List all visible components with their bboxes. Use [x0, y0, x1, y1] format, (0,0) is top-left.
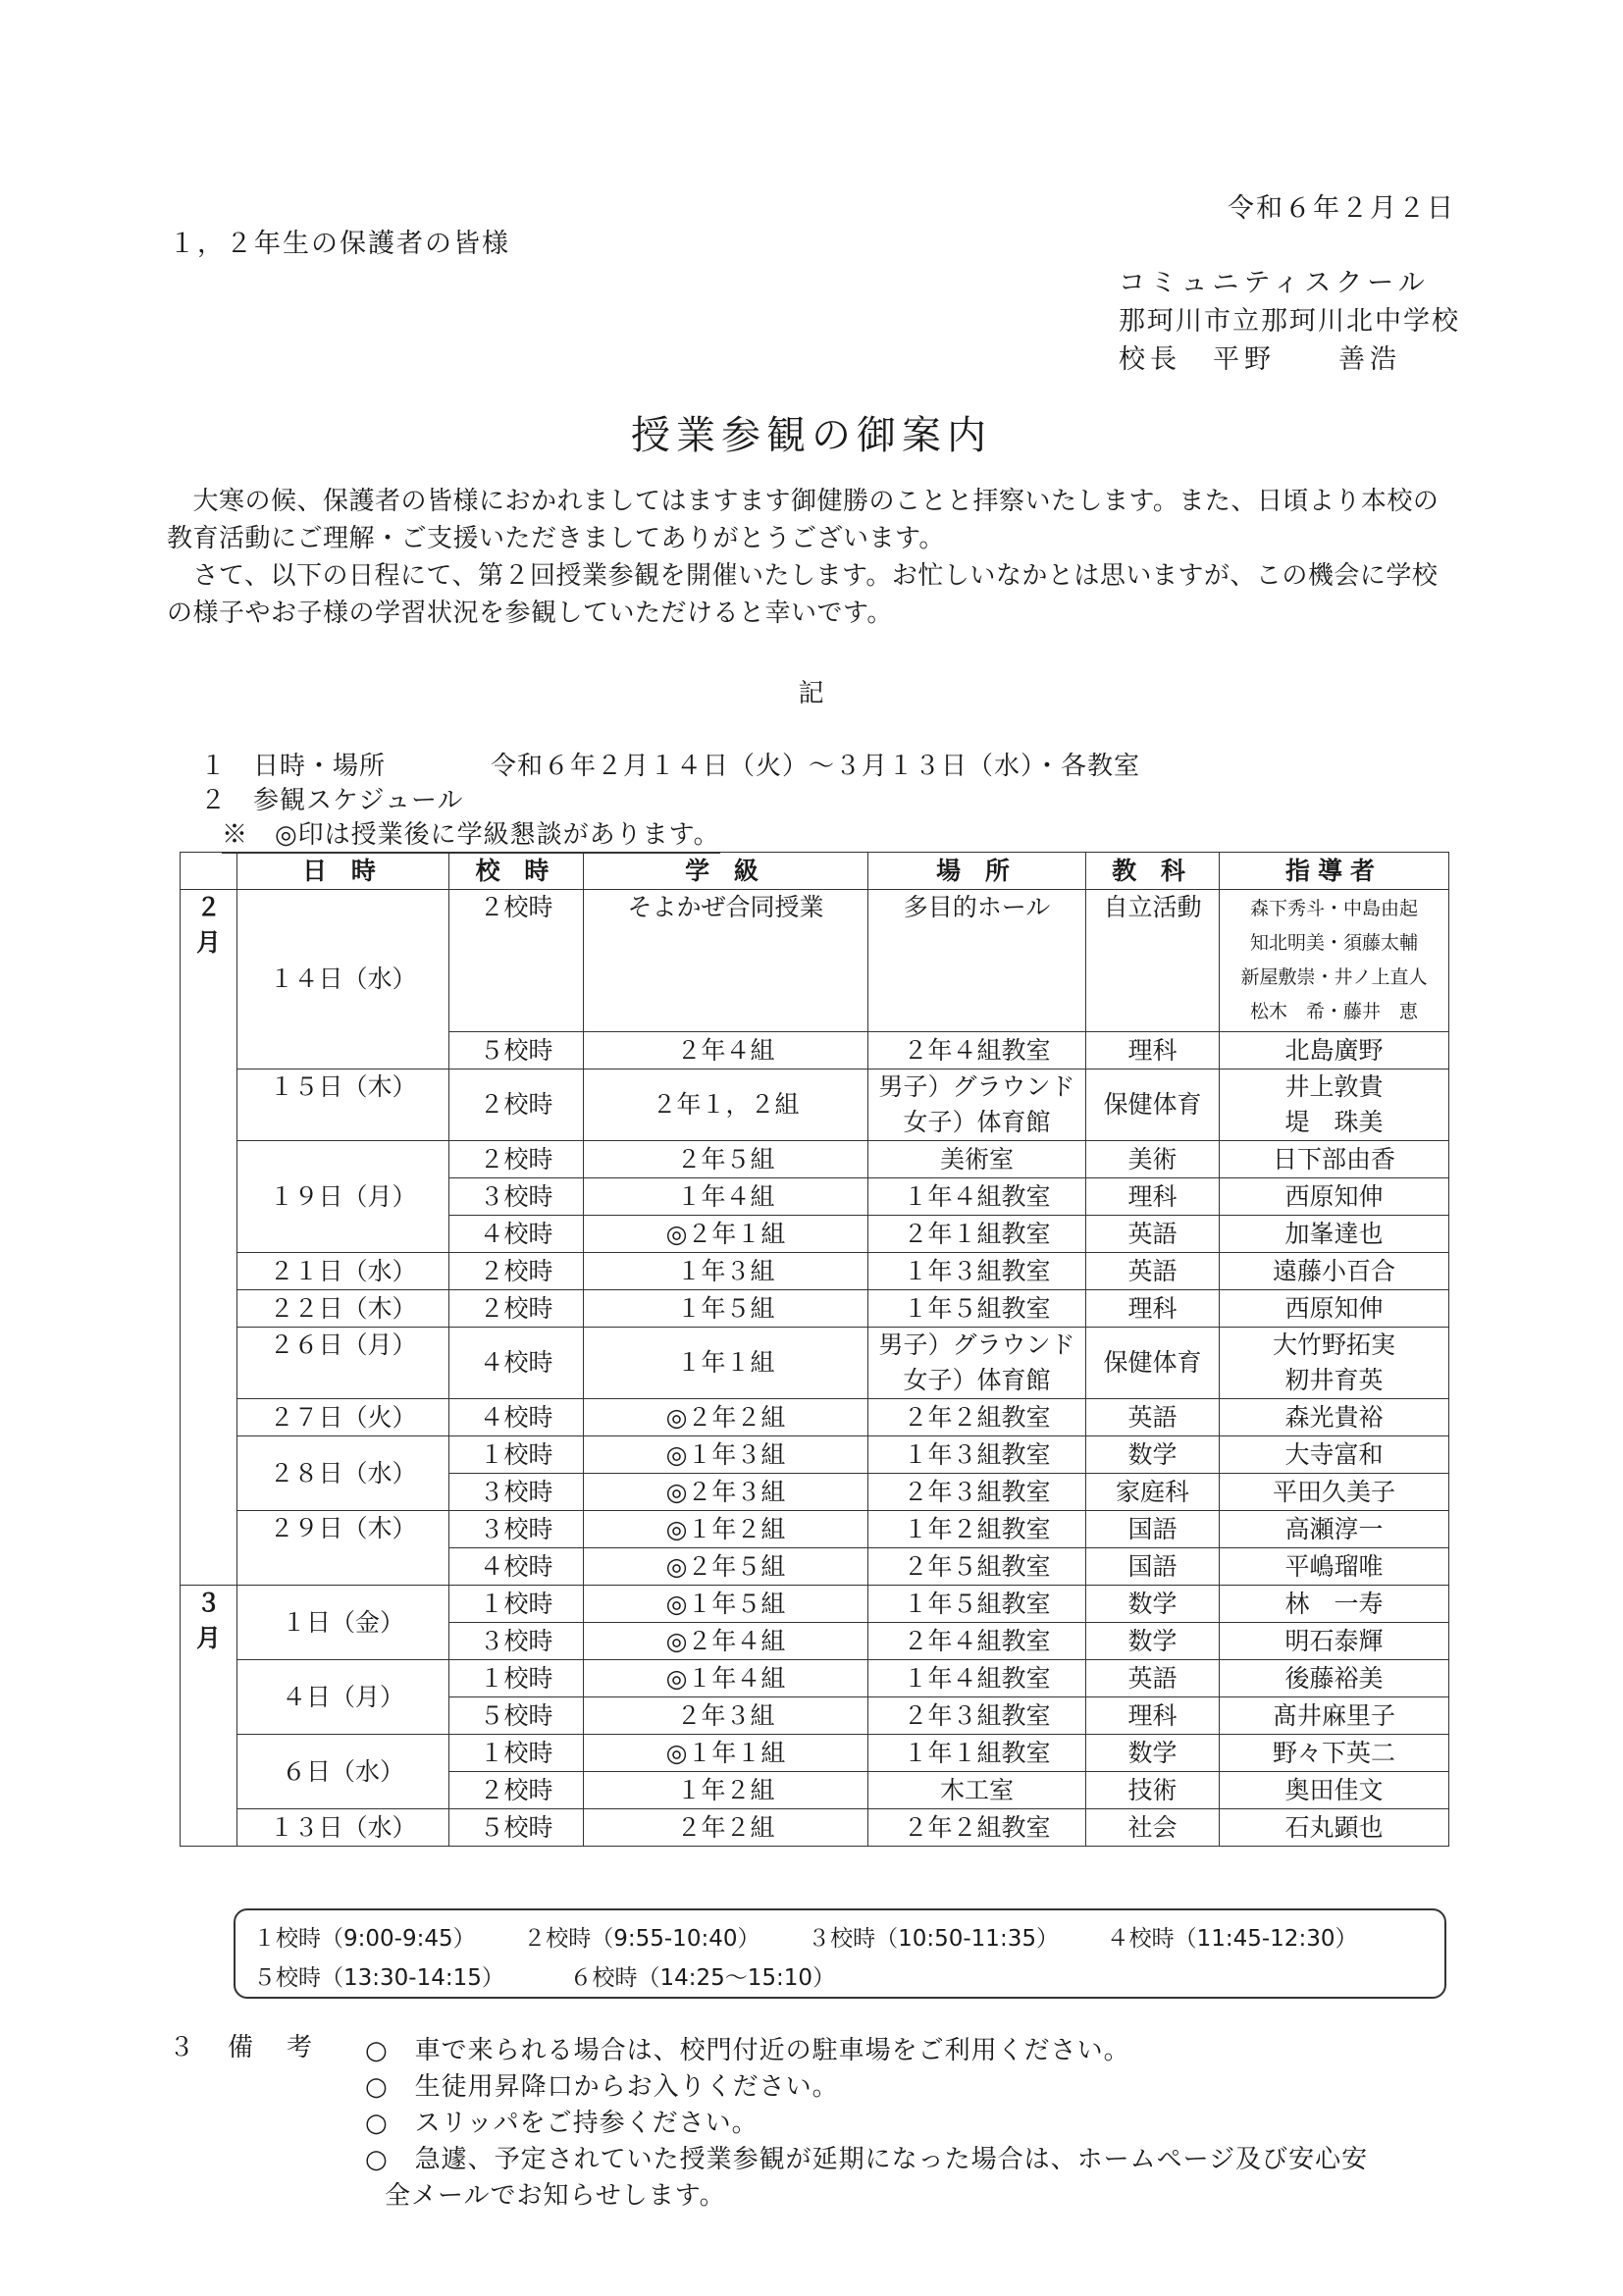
place-cell: ２年５組教室 [868, 1548, 1086, 1586]
period-time: ５校時（13:30-14:15） [253, 1965, 504, 1991]
class-cell: ◎１年２組 [584, 1511, 868, 1548]
date-cell: ２９日（木） [237, 1511, 449, 1586]
subject-cell: 英語 [1086, 1660, 1220, 1697]
item2-label: ２ 参観スケジュール [200, 786, 464, 815]
period-cell: ５校時 [449, 1809, 584, 1847]
month-suffix: 月 [195, 1624, 221, 1652]
place-cell: ２年２組教室 [868, 1399, 1086, 1436]
class-cell: ２年２組 [584, 1809, 868, 1847]
period-time: １校時（9:00-9:45） [253, 1926, 476, 1952]
teacher-name: 森下秀斗・中島由起 [1249, 898, 1418, 919]
place-cell: ２年４組教室 [868, 1032, 1086, 1070]
month-cell-mar [181, 1586, 237, 1847]
subject-cell: 数学 [1086, 1623, 1220, 1660]
period-time: ６校時（14:25～15:10） [569, 1965, 836, 1991]
date-cell: ４日（月） [237, 1660, 449, 1735]
table-row [181, 890, 1449, 1032]
class-cell: ◎２年２組 [584, 1399, 868, 1436]
month-cell-feb [181, 890, 237, 1586]
header-subject: 教 科 [1086, 853, 1220, 890]
header-date: 日 時 [237, 853, 449, 890]
period-cell: １校時 [449, 1660, 584, 1697]
place-cell: 木工室 [868, 1772, 1086, 1809]
class-cell: ◎１年３組 [584, 1436, 868, 1474]
table-row [181, 1735, 1449, 1772]
month-digit: ３ [195, 1589, 221, 1617]
date-cell: ２２日（木） [237, 1290, 449, 1328]
teacher-cell: 髙井麻里子 [1220, 1697, 1449, 1735]
period-cell: ３校時 [449, 1623, 584, 1660]
table-row [181, 1070, 1449, 1141]
intro-paragraph: さて、以下の日程にて、第２回授業参観を開催いたします。お忙しいなかとは思いますが、この機会に学校の様子やお子様の学習状況を参観していただけると幸いです。 [167, 561, 1439, 628]
table-row [181, 1586, 1449, 1623]
teacher-name: 井上敦貴 [1284, 1072, 1384, 1101]
place-cell: １年３組教室 [868, 1436, 1086, 1474]
document-date: 令和６年２月２日 [1228, 193, 1455, 224]
period-cell: ３校時 [449, 1178, 584, 1216]
period-cell: １校時 [449, 1735, 584, 1772]
teacher-cell: 林 一寿 [1220, 1586, 1449, 1623]
place-cell: ２年２組教室 [868, 1809, 1086, 1847]
table-row [181, 1253, 1449, 1290]
class-cell: ◎２年１組 [584, 1216, 868, 1253]
period-cell: ５校時 [449, 1032, 584, 1070]
date-cell: １５日（木） [237, 1070, 449, 1141]
subject-cell: 美術 [1086, 1141, 1220, 1178]
date-cell: ２６日（月） [237, 1328, 449, 1399]
month-digit: ２ [195, 893, 221, 921]
period-cell: ２校時 [449, 1253, 584, 1290]
table-header-row [181, 853, 1449, 890]
subject-cell: 数学 [1086, 1436, 1220, 1474]
greeting-paragraph: 大寒の候、保護者の皆様におかれましてはますます御健勝のことと拝察いたします。また、日頃より本校の教育活動にご理解・ご支援いただきましてありがとうございます。 [167, 487, 1440, 553]
subject-cell: 理科 [1086, 1697, 1220, 1735]
teacher-cell: 野々下英二 [1220, 1735, 1449, 1772]
teacher-name: 堤 珠美 [1284, 1108, 1384, 1136]
subject-cell: 技術 [1086, 1772, 1220, 1809]
remarks-label: ３ 備 考 [169, 2033, 317, 2062]
place-cell: 美術室 [868, 1141, 1086, 1178]
date-cell: ６日（水） [237, 1735, 449, 1809]
date-cell: ２８日（水） [237, 1436, 449, 1511]
place-line: 女子）体育館 [903, 1366, 1051, 1394]
class-cell: １年３組 [584, 1253, 868, 1290]
teacher-cell: 石丸顕也 [1220, 1809, 1449, 1847]
ki-heading: 記 [798, 679, 825, 708]
class-cell: そよかぜ合同授業 [584, 890, 868, 1032]
period-cell: １校時 [449, 1586, 584, 1623]
class-cell: ◎２年３組 [584, 1474, 868, 1511]
recipient: １，２年生の保護者の皆様 [169, 229, 510, 259]
place-line: 男子）グラウンド [878, 1331, 1075, 1359]
class-cell: ◎１年４組 [584, 1660, 868, 1697]
subject-cell: 理科 [1086, 1178, 1220, 1216]
teacher-cell [1220, 890, 1449, 1032]
place-cell: １年５組教室 [868, 1290, 1086, 1328]
place-cell: １年５組教室 [868, 1586, 1086, 1623]
subject-cell: 社会 [1086, 1809, 1220, 1847]
period-time: ４校時（11:45-12:30） [1106, 1926, 1358, 1952]
teacher-cell: 遠藤小百合 [1220, 1253, 1449, 1290]
subject-cell: 英語 [1086, 1216, 1220, 1253]
subject-cell: 英語 [1086, 1399, 1220, 1436]
remark-item: ○ 生徒用昇降口からお入りください。 [365, 2072, 839, 2102]
sender-school-name: 那珂川市立那珂川北中学校 [1119, 306, 1460, 337]
place-line: 女子）体育館 [903, 1108, 1051, 1136]
teacher-cell: 北島廣野 [1220, 1032, 1449, 1070]
teacher-cell: 大寺富和 [1220, 1436, 1449, 1474]
place-cell: ２年１組教室 [868, 1216, 1086, 1253]
item1-label: １ 日時・場所 [200, 752, 387, 781]
period-times-row-2 [253, 1959, 835, 1992]
place-cell: １年４組教室 [868, 1178, 1086, 1216]
subject-cell: 国語 [1086, 1511, 1220, 1548]
teacher-name: 籾井育英 [1284, 1366, 1384, 1394]
teacher-cell: 平嶋瑠唯 [1220, 1548, 1449, 1586]
subject-cell: 国語 [1086, 1548, 1220, 1586]
teacher-name: 知北明美・須藤太輔 [1249, 932, 1418, 954]
class-cell: ◎２年４組 [584, 1623, 868, 1660]
schedule-table [180, 852, 1449, 1847]
teacher-cell: 加峯達也 [1220, 1216, 1449, 1253]
header-period: 校 時 [449, 853, 584, 890]
class-cell: ２年３組 [584, 1697, 868, 1735]
period-cell: ３校時 [449, 1474, 584, 1511]
date-cell: １日（金） [237, 1586, 449, 1660]
header-place: 場 所 [868, 853, 1086, 890]
class-cell: ２年５組 [584, 1141, 868, 1178]
place-cell [868, 1070, 1086, 1141]
class-cell: １年１組 [584, 1328, 868, 1399]
teacher-cell: 西原知伸 [1220, 1178, 1449, 1216]
table-row [181, 1660, 1449, 1697]
table-row [181, 1436, 1449, 1474]
remark-item: ○ 急遽、予定されていた授業参観が延期になった場合は、ホームページ及び安心安 [365, 2145, 1369, 2174]
period-cell: ５校時 [449, 1697, 584, 1735]
class-cell: ◎２年５組 [584, 1548, 868, 1586]
subject-cell: 理科 [1086, 1290, 1220, 1328]
period-cell: ２校時 [449, 890, 584, 1032]
schedule-note: ※ ◎印は授業後に学級懇談があります。 [222, 814, 720, 854]
class-cell: ２年１，２組 [584, 1070, 868, 1141]
teacher-cell: 奥田佳文 [1220, 1772, 1449, 1809]
period-cell: ４校時 [449, 1216, 584, 1253]
item1-value: 令和６年２月１４日（火）～３月１３日（水）・各教室 [491, 752, 1141, 781]
table-row [181, 1141, 1449, 1178]
place-cell: １年１組教室 [868, 1735, 1086, 1772]
place-cell: 多目的ホール [868, 890, 1086, 1032]
class-cell: １年４組 [584, 1178, 868, 1216]
period-cell: １校時 [449, 1436, 584, 1474]
date-cell: １４日（水） [237, 890, 449, 1070]
place-cell: ２年３組教室 [868, 1474, 1086, 1511]
subject-cell: 英語 [1086, 1253, 1220, 1290]
sender-school-type: コミュニティスクール [1119, 268, 1430, 298]
place-cell: １年４組教室 [868, 1660, 1086, 1697]
period-cell: ２校時 [449, 1070, 584, 1141]
teacher-cell: 明石泰輝 [1220, 1623, 1449, 1660]
place-cell: １年３組教室 [868, 1253, 1086, 1290]
date-cell: １９日（月） [237, 1141, 449, 1253]
teacher-cell [1220, 1328, 1449, 1399]
period-cell: ２校時 [449, 1772, 584, 1809]
subject-cell: 数学 [1086, 1586, 1220, 1623]
month-suffix: 月 [195, 928, 221, 957]
header-month [181, 853, 237, 890]
period-cell: ４校時 [449, 1328, 584, 1399]
page-title: 授業参観の御案内 [631, 413, 992, 458]
place-cell: １年２組教室 [868, 1511, 1086, 1548]
teacher-cell: 平田久美子 [1220, 1474, 1449, 1511]
subject-cell: 数学 [1086, 1735, 1220, 1772]
teacher-cell: 森光貴裕 [1220, 1399, 1449, 1436]
period-cell: ４校時 [449, 1399, 584, 1436]
subject-cell: 自立活動 [1086, 890, 1220, 1032]
subject-cell: 保健体育 [1086, 1070, 1220, 1141]
period-cell: ２校時 [449, 1290, 584, 1328]
table-row [181, 1511, 1449, 1548]
sender-principal: 校長 平野 善浩 [1119, 344, 1401, 375]
table-row [181, 1290, 1449, 1328]
subject-cell: 保健体育 [1086, 1328, 1220, 1399]
table-row [181, 1328, 1449, 1399]
remark-continuation: 全メールでお知らせします。 [385, 2181, 726, 2211]
period-time: ３校時（10:50-11:35） [808, 1926, 1059, 1952]
period-time: ２校時（9:55-10:40） [523, 1926, 760, 1952]
teacher-cell: 後藤裕美 [1220, 1660, 1449, 1697]
teacher-name: 松木 希・藤井 恵 [1249, 1001, 1418, 1022]
class-cell: ２年４組 [584, 1032, 868, 1070]
date-cell: ２１日（水） [237, 1253, 449, 1290]
table-row [181, 1399, 1449, 1436]
teacher-cell: 高瀬淳一 [1220, 1511, 1449, 1548]
place-cell [868, 1328, 1086, 1399]
class-cell: １年５組 [584, 1290, 868, 1328]
period-times-row-1 [253, 1920, 1357, 1953]
header-teacher: 指導者 [1220, 853, 1449, 890]
place-line: 男子）グラウンド [878, 1072, 1075, 1101]
date-cell: ２７日（火） [237, 1399, 449, 1436]
period-cell: ３校時 [449, 1511, 584, 1548]
period-cell: ２校時 [449, 1141, 584, 1178]
teacher-name: 新屋敷崇・井ノ上直人 [1240, 966, 1428, 988]
class-cell: １年２組 [584, 1772, 868, 1809]
teacher-cell: 日下部由香 [1220, 1141, 1449, 1178]
remark-item: ○ スリッパをご持参ください。 [365, 2109, 759, 2138]
place-cell: ２年３組教室 [868, 1697, 1086, 1735]
period-times-box [234, 1908, 1446, 1999]
class-cell: ◎１年１組 [584, 1735, 868, 1772]
teacher-cell [1220, 1070, 1449, 1141]
teacher-name: 大竹野拓実 [1272, 1331, 1395, 1359]
teacher-cell: 西原知伸 [1220, 1290, 1449, 1328]
place-cell: ２年４組教室 [868, 1623, 1086, 1660]
class-cell: ◎１年５組 [584, 1586, 868, 1623]
date-cell: １３日（水） [237, 1809, 449, 1847]
header-class: 学 級 [584, 853, 868, 890]
subject-cell: 理科 [1086, 1032, 1220, 1070]
remark-item: ○ 車で来られる場合は、校門付近の駐車場をご利用ください。 [365, 2036, 1130, 2065]
period-cell: ４校時 [449, 1548, 584, 1586]
subject-cell: 家庭科 [1086, 1474, 1220, 1511]
table-row [181, 1809, 1449, 1847]
